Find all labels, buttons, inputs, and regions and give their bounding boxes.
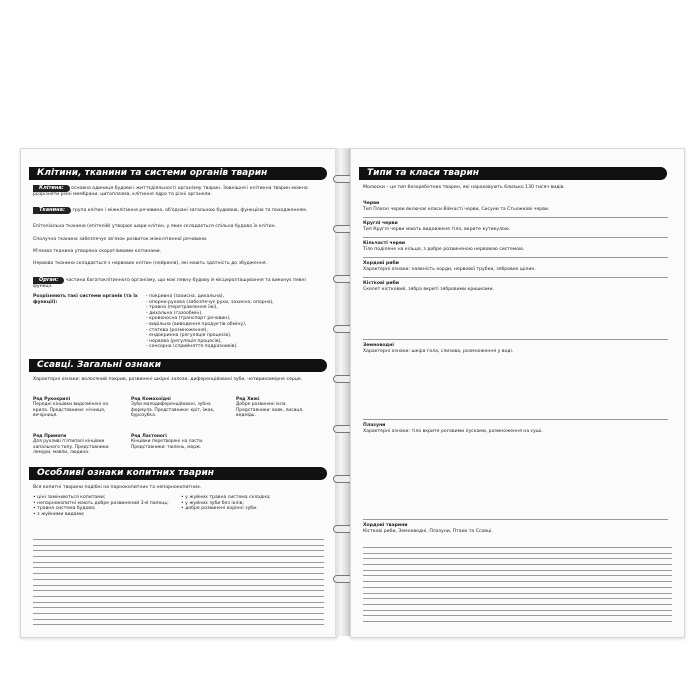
connective-text: Сполучна тканина забезпечує зв'язок розвиток міжклітинної речовини. [33,237,208,242]
class-block [363,523,668,534]
organ-label: Орган: [33,277,64,284]
class-block [363,221,668,232]
cells-text: основна одиниця будови і життєдіяльності організму тварин. Зовнішня і клітинна тварин можна розрізняти різні мембрани, цитоплазма, клітинне ядро та різні органели. [33,186,308,197]
features-list-2 [181,495,321,512]
systems-list [146,294,326,350]
feature-item: • ціні замінюються копитами; [33,495,106,500]
left-page [20,148,337,638]
molluscs-intro: Молюски – це тип безхребетних тварин, які нараховують близько 130 тисяч видів. [363,185,565,190]
class-body: Добре розвинені ікла. Представники: вовк, лисиця, ведмідь. [236,402,304,419]
class-block-label: Плазуни [363,423,386,428]
system-item: - травна (перетравлення їжі), [146,305,218,311]
class-cell [236,397,321,419]
class-block-text: Характерні ознаки: наявність хорди, нервової трубки, зябрових щілин. [363,266,536,272]
class-block-text: Характерні ознаки: шкіра гола, слизова, розмноження у воді. [363,348,514,354]
tissue-text: група клітин і міжклітинна речовина, об'єднані загальною будовою, функцією та походженням. [72,208,308,213]
class-cell [131,397,221,419]
class-block-text: Кісткові риби, Земноводні, Плазуни, Птахи та Ссавці. [363,528,493,534]
organ-block [33,277,323,290]
feature-item: • у жуйних зуби без іклів; [181,500,244,506]
systems-title: Розрізняють такі системи органів (та їх функції): [33,294,138,305]
class-cell [33,434,118,456]
class-block [363,343,668,354]
class-block-text: Тип Круглі черви мають видовжене тіло, вкрите кутикулою. [363,226,511,232]
section-ungulates-header: Особливі ознаки копитних тварин [29,467,327,480]
organ-text: частина багатоклітинного організму, що має певну будову й місцерозташування та виконує певні функції. [33,278,306,289]
class-block-label: Хордові тварини [363,523,408,528]
class-block-text: Характерні ознаки: тіло вкрите роговими лусками, розмноження на суші. [363,428,543,434]
ruled-lines [351,547,684,627]
epithelial-text: Епітеліальна тканина (епітелій) утворює шари клітин, у яких складається спільна будова їх клітин. [33,224,277,229]
cells-block [33,185,323,198]
class-body: Кінцівки перетворені на ласти. Представники: тюлень, морж. [131,439,204,450]
feature-item: • у жуйних травна система складна; [181,495,271,500]
system-item: - дихальна (газообмін), [146,310,203,316]
class-body: Для рухливі п'ятипалі кінцівки хапального типу. Представники: лемури, мавпи, людина. [33,439,110,456]
class-block-label: Круглі черви [363,221,398,226]
class-block [363,241,668,252]
class-block-label: Кісткові риби [363,281,400,286]
system-item: - нервова (регуляція процесів), [146,338,222,344]
system-item: - покривна (захисна, дихальна), [146,294,225,299]
section-cells-header: Клітини, тканини та системи органів тварин [29,167,327,180]
nerve-text: Нервова тканина складається з нервових клітин (нейронів), які мають здатність до збудження. [33,261,267,266]
class-head: Ряд Рукокрилі [33,397,71,402]
class-body: Зуби малодиференційовані, зубна формула. Представники: кріт, їжак, бурозубка. [131,402,215,419]
muscle-text: М'язова тканина утворена скоротливими клітинами. [33,249,162,254]
book-spine [335,148,350,636]
mammals-text: Характерні ознаки: волосяний покрив, розвинені шкірні залози, диференційовані зуби, чотирикамерне серце. [33,377,303,382]
system-item: - видільна (виведення продуктів обміну), [146,321,247,327]
class-block [363,423,668,434]
section-mammals-header: Ссавці. Загальні ознаки [29,359,327,372]
class-block-text: Скелет кістковий, зябра вкриті зябровими кришками. [363,286,494,292]
class-block-text: Тіло поділене на кільця, з добре розвиненою нервовою системою. [363,246,525,252]
class-block-label: Земноводні [363,343,394,348]
system-item: - опорно-рухова (забезпечує рухи, захисна, опорна), [146,299,274,305]
class-cell [33,397,118,419]
class-block [363,201,668,212]
ruled-lines [21,539,336,630]
system-item: - статева (розмноження), [146,327,208,333]
class-head: Ряд Хижі [236,397,260,402]
class-block [363,261,668,272]
system-item: - сенсорна (сприйняття подразників). [146,344,238,350]
class-body: Передні кінцівки видозмінені на крила. Представники: нічниця, вечірниця. [33,402,109,419]
system-item: - кровоносна (транспорт речовин), [146,316,231,322]
tissue-label: Тканина: [33,207,71,214]
class-cell [131,434,221,450]
class-block-label: Черви [363,201,380,206]
feature-item: • непарнокопитні мають добре розвинений 3-й палець; [33,500,169,506]
class-block-text: Тип Плоскі черви включає класи Війчасті черви, Сисуни та Стьожкові черви. [363,206,550,212]
features-text: Вся копитні тварини подібні на парнокопитних та непарнокопитних. [33,485,202,490]
class-block [363,281,668,292]
feature-item: • з жуйними видами; [33,511,85,517]
section-types-header: Типи та класи тварин [359,167,667,180]
class-head: Ряд Комахоїдні [131,397,171,402]
right-page [350,148,685,638]
class-block-label: Кільчасті черви [363,241,406,246]
class-head: Ряд Примати [33,434,67,439]
system-item: - ендокринна (регуляція процесів), [146,333,232,339]
feature-item: • добре розвинені корінні зуби. [181,506,258,512]
class-head: Ряд Ластоногі [131,434,167,439]
cells-label: Клітина: [33,185,70,192]
class-block-label: Хордові риби [363,261,399,266]
tissue-block [33,207,323,214]
feature-item: • травна система будова; [33,506,96,512]
features-list [33,495,173,517]
